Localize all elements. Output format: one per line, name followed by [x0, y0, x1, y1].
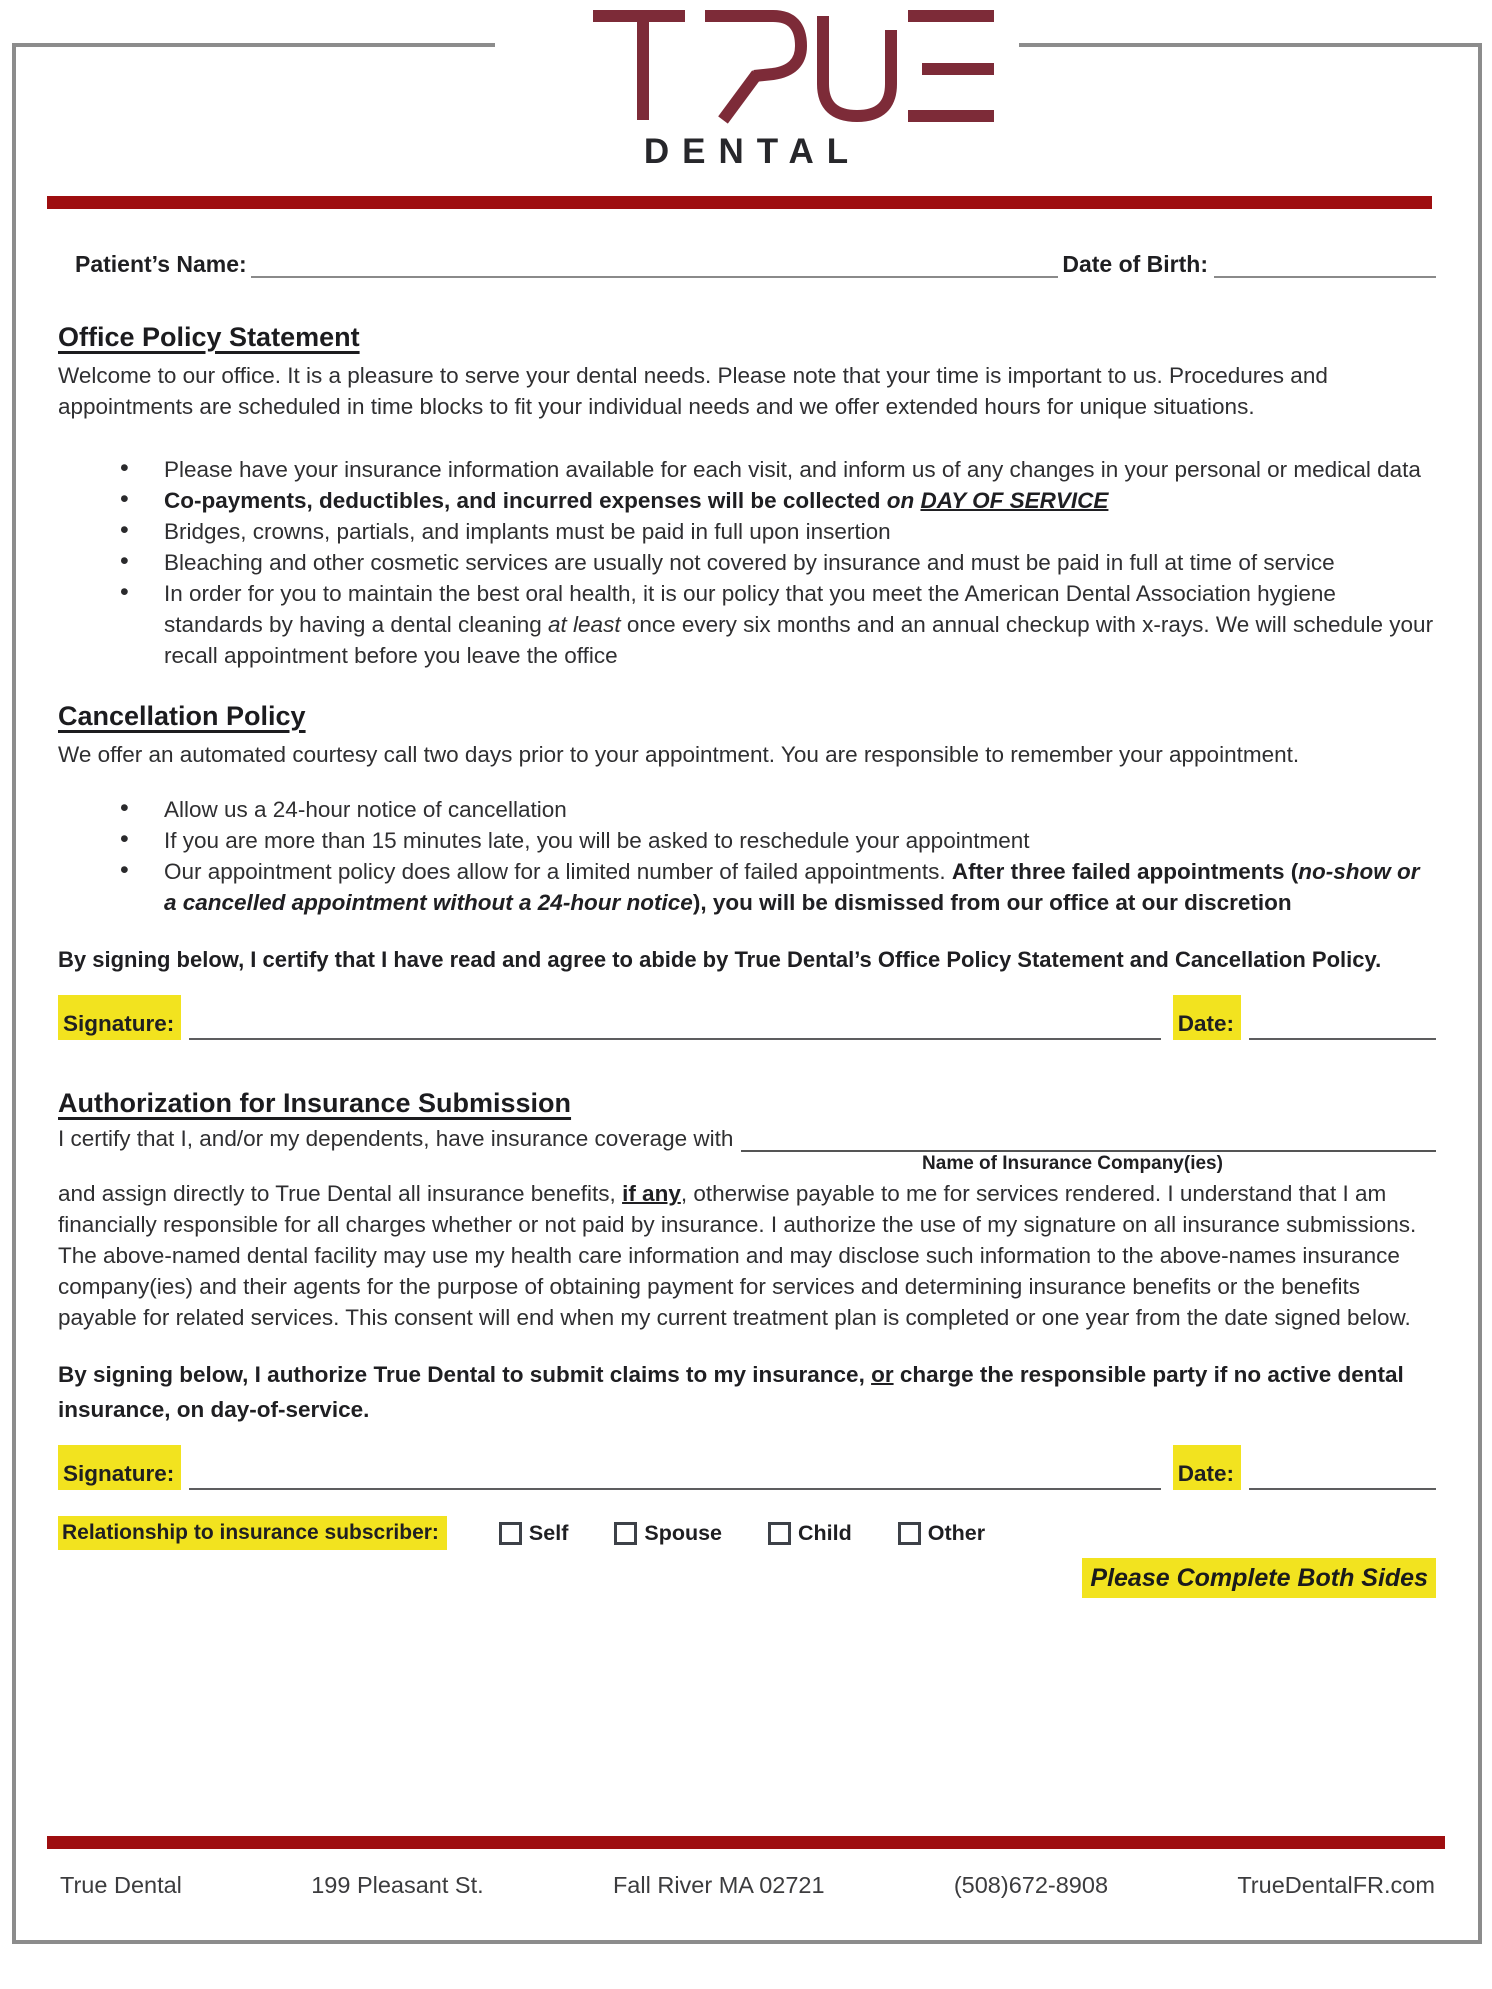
bullet-text-emph: DAY OF SERVICE [920, 488, 1109, 513]
footer-red-bar [47, 1836, 1445, 1849]
bullet-failed-appointments [118, 856, 1436, 918]
footer-phone: (508)672-8908 [953, 1872, 1109, 1898]
true-logo-e-icon [908, 8, 994, 126]
signature-row-policy [58, 995, 1436, 1040]
complete-both-sides-note [58, 1564, 1436, 1593]
bullet-text: Our appointment policy does allow for a limited number of failed appointments. [164, 859, 952, 884]
bullet-notice [118, 794, 1436, 825]
bullet-text: once every six months and an annual checkup with x-rays. We will schedule your recall appointment before you leave the office [164, 612, 1434, 668]
checkbox-other[interactable] [898, 1522, 921, 1545]
date-label: Date: [1173, 1445, 1241, 1490]
assignment-paragraph [58, 1178, 1436, 1240]
authorize-claims-line [58, 1357, 1436, 1427]
footer-website: TrueDentalFR.com [1237, 1872, 1435, 1898]
page-border-right [1478, 43, 1482, 1944]
certify-prefix: I certify that I, and/or my dependents, have insurance coverage with [58, 1126, 734, 1151]
logo-block [0, 8, 1492, 172]
date-label: Date: [1173, 995, 1241, 1040]
bullet-bleaching [118, 547, 1436, 578]
bullet-text-bold: ), you will be dismissed from our office at our discretion [692, 890, 1292, 915]
header-red-bar [47, 196, 1432, 209]
signature-label: Signature: [58, 995, 181, 1040]
bullet-text-bold-italic: no-show or a cancelled appointment without a 24-hour notice [164, 859, 1420, 915]
insurance-coverage-row [58, 1122, 1436, 1152]
authorization-title: Authorization for Insurance Submission [58, 1088, 572, 1118]
signature-line-insurance[interactable] [189, 1458, 1160, 1490]
bullet-text: Co-payments, deductibles, and incurred expenses will be collected [164, 488, 887, 513]
insurance-company-caption: Name of Insurance Company(ies) [922, 1153, 1223, 1174]
bullet-late [118, 825, 1436, 856]
dob-label: Date of Birth: [1062, 251, 1208, 277]
bullet-text: Allow us a 24-hour notice of cancellation [164, 797, 567, 822]
footer-practice-name: True Dental [60, 1872, 182, 1898]
page-border-bottom [12, 1940, 1482, 1944]
bullet-text: Bleaching and other cosmetic services are usually not covered by insurance and must be paid in full at time of service [164, 550, 1335, 575]
office-policy-title: Office Policy Statement [58, 322, 360, 352]
authorize-or: or [871, 1362, 894, 1387]
assignment-text: and assign directly to True Dental all insurance benefits, [58, 1181, 623, 1206]
date-line-policy[interactable] [1249, 1008, 1436, 1040]
signature-line-policy[interactable] [189, 1008, 1160, 1040]
footer [60, 1872, 1435, 1899]
checkbox-child-label: Child [798, 1520, 852, 1545]
bullet-text: Please have your insurance information available for each visit, and inform us of any changes in your personal or medical data [164, 457, 1421, 482]
policy-agreement-line: By signing below, I certify that I have read and agree to abide by True Dental’s Office Policy Statement and Cancellation Policy. [58, 947, 1382, 972]
bullet-bridges [118, 516, 1436, 547]
bullet-text-italic: at least [548, 612, 621, 637]
checkbox-spouse-label: Spouse [644, 1520, 723, 1545]
cancellation-policy-intro: We offer an automated courtesy call two days prior to your appointment. You are responsible to remember your appointment. [58, 742, 1300, 767]
patient-name-field[interactable] [251, 250, 1059, 278]
date-line-insurance[interactable] [1249, 1458, 1436, 1490]
signature-row-insurance [58, 1445, 1436, 1490]
relationship-options [499, 1521, 985, 1546]
relationship-label: Relationship to insurance subscriber: [58, 1516, 447, 1550]
logo-tagline: DENTAL [643, 132, 862, 171]
relationship-option-self [499, 1521, 568, 1546]
disclosure-paragraph: The above-named dental facility may use my health care information and may disclose such information to the above-names insurance company(ies) and their agents for the purpose of obtaining payment for services and determining insurance benefits or the benefits payable for related services. This consent will end when my current treatment plan is completed or one year from the date signed below. [58, 1243, 1411, 1330]
authorize-text: charge the responsible party if no active dental insurance, on day-of-service. [58, 1362, 1404, 1422]
form-body [58, 250, 1436, 1593]
bullet-text: If you are more than 15 minutes late, you will be asked to reschedule your appointment [164, 828, 1030, 853]
cancellation-policy-title: Cancellation Policy [58, 701, 306, 731]
true-dental-logo-icon [591, 8, 901, 126]
relationship-row [58, 1516, 1436, 1550]
complete-both-sides-text: Please Complete Both Sides [1082, 1558, 1436, 1598]
checkbox-spouse[interactable] [614, 1522, 637, 1545]
authorize-text: By signing below, I authorize True Dental to submit claims to my insurance, [58, 1362, 872, 1387]
insurance-company-field[interactable] [741, 1122, 1436, 1152]
assignment-text: , otherwise payable to me for services rendered. I understand that I am financially responsible for all charges whether or not paid by insurance. I authorize the use of my signature on all insurance submissions. [58, 1181, 1417, 1237]
bullet-insurance-info [118, 454, 1436, 485]
bullet-text-bold: After three failed appointments ( [951, 859, 1299, 884]
assignment-if-any: if any [622, 1181, 681, 1206]
checkbox-self-label: Self [528, 1520, 569, 1545]
bullet-text-italic: on [886, 488, 921, 513]
relationship-option-child [768, 1521, 852, 1546]
bullet-copayments [118, 485, 1436, 516]
dob-field[interactable] [1214, 250, 1436, 278]
bullet-text: In order for you to maintain the best oral health, it is our policy that you meet the American Dental Association hygiene standards by having a dental cleaning [164, 581, 1336, 637]
cancellation-policy-bullets [118, 794, 1436, 918]
checkbox-child[interactable] [768, 1522, 791, 1545]
checkbox-other-label: Other [927, 1520, 986, 1545]
page-border-left [12, 43, 16, 1944]
office-policy-intro: Welcome to our office. It is a pleasure to serve your dental needs. Please note that your time is important to us. Procedures and appointments are scheduled in time blocks to fit your individual needs and we offer extended hours for unique situations. [58, 363, 1328, 419]
patient-name-label: Patient’s Name: [75, 251, 247, 277]
bullet-text: Bridges, crowns, partials, and implants must be paid in full upon insertion [164, 519, 891, 544]
footer-city: Fall River MA 02721 [612, 1872, 825, 1898]
office-policy-bullets [118, 454, 1436, 671]
signature-label: Signature: [58, 1445, 181, 1490]
footer-street: 199 Pleasant St. [311, 1872, 484, 1898]
relationship-option-spouse [614, 1521, 722, 1546]
patient-header-row [75, 250, 1436, 278]
relationship-option-other [898, 1521, 985, 1546]
checkbox-self[interactable] [499, 1522, 522, 1545]
bullet-hygiene [118, 578, 1436, 671]
